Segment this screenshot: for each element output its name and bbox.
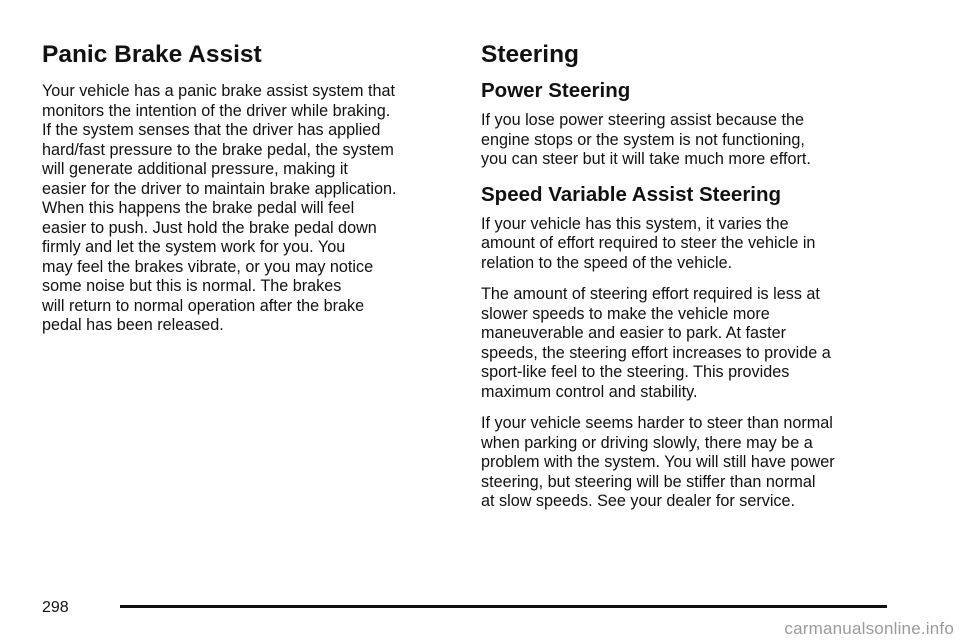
text-line: problem with the system. You will still have power xyxy=(481,453,835,471)
right-column xyxy=(481,40,901,524)
power-steering-heading: Power Steering xyxy=(481,79,631,102)
text-line: hard/fast pressure to the brake pedal, the system xyxy=(42,140,394,159)
text-line: easier for the driver to maintain brake application. xyxy=(42,179,397,198)
speed-variable-paragraph-3 xyxy=(481,414,901,512)
text-line: If you lose power steering assist because the xyxy=(481,111,805,129)
power-steering-paragraph xyxy=(481,111,901,170)
text-line: speeds, the steering effort increases to provide a xyxy=(481,343,831,362)
text-line: when parking or driving slowly, there may be a xyxy=(481,433,813,452)
page-number: 298 xyxy=(42,599,69,616)
watermark: carmanualsonline.info xyxy=(784,619,954,638)
panic-brake-assist-paragraph xyxy=(42,82,452,336)
text-line: amount of effort required to steer the vehicle in xyxy=(481,234,816,252)
speed-variable-paragraph-1 xyxy=(481,215,901,274)
text-line: maneuverable and easier to park. At faster xyxy=(481,324,787,342)
text-line: you can steer but it will take much more effort. xyxy=(481,150,811,168)
steering-heading: Steering xyxy=(481,41,580,68)
text-line: slower speeds to make the vehicle more xyxy=(481,304,770,323)
text-line: some noise but this is normal. The brakes xyxy=(42,277,342,295)
text-line: maximum control and stability. xyxy=(481,382,698,401)
text-line: The amount of steering effort required is less at xyxy=(481,285,820,303)
text-line: pedal has been released. xyxy=(42,316,224,334)
text-line: If the system senses that the driver has applied xyxy=(42,121,381,139)
text-line: Your vehicle has a panic brake assist system that xyxy=(42,82,396,100)
text-line: will return to normal operation after the brake xyxy=(42,296,365,315)
text-line: will generate additional pressure, making it xyxy=(42,160,348,178)
text-line: sport-like feel to the steering. This provides xyxy=(481,363,790,381)
text-line: If your vehicle seems harder to steer than normal xyxy=(481,414,833,432)
text-line: relation to the speed of the vehicle. xyxy=(481,253,733,272)
speed-variable-paragraph-2 xyxy=(481,285,901,402)
page-footer xyxy=(42,600,887,614)
text-line: steering, but steering will be stiffer than normal xyxy=(481,472,816,491)
text-line: When this happens the brake pedal will feel xyxy=(42,199,355,217)
text-line: If your vehicle has this system, it varies the xyxy=(481,214,789,233)
text-line: may feel the brakes vibrate, or you may notice xyxy=(42,257,374,276)
footer-rule xyxy=(120,605,887,608)
left-column xyxy=(42,40,452,348)
panic-brake-assist-heading: Panic Brake Assist xyxy=(42,41,262,68)
text-line: firmly and let the system work for you. You xyxy=(42,238,346,256)
speed-variable-assist-heading: Speed Variable Assist Steering xyxy=(481,182,782,206)
text-line: monitors the intention of the driver while braking. xyxy=(42,101,391,120)
text-line: at slow speeds. See your dealer for service. xyxy=(481,492,796,510)
text-line: easier to push. Just hold the brake pedal down xyxy=(42,218,377,237)
text-line: engine stops or the system is not functioning, xyxy=(481,130,805,149)
